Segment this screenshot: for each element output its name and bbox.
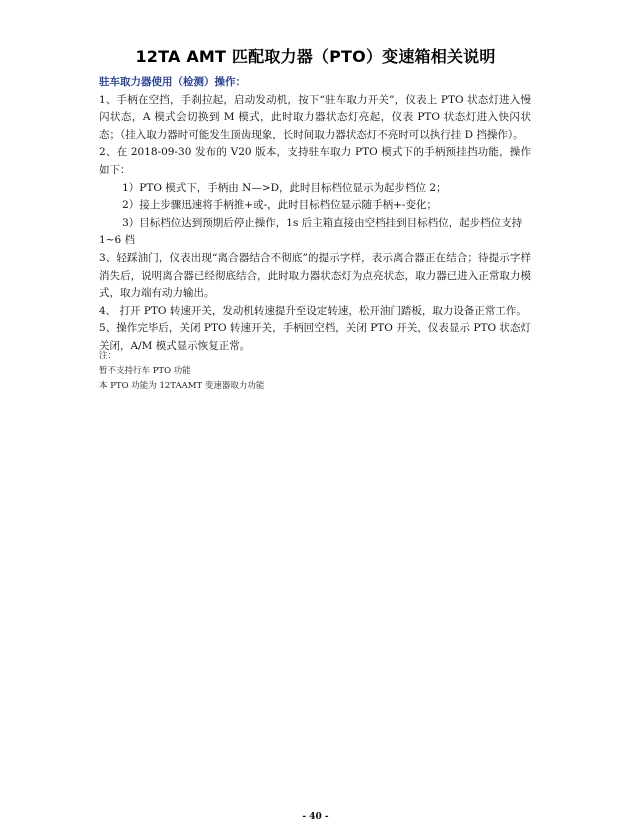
document-body xyxy=(99,74,531,356)
section-heading: 驻车取力器使用（检测）操作： xyxy=(99,76,246,88)
sub-item-2: 2）接上步骤迅速将手柄推+或-，此时目标档位显示随手柄+-变化； xyxy=(122,199,437,212)
paragraph-step-2: 2、在 2018-09-30 发布的 V20 版本，支持驻车取力 PTO 模式下的手柄预挂挡功能，操作如下： xyxy=(99,146,531,176)
sub-item-3: 3）目标档位达到预期后停止操作，1s 后主箱直接由空档挂到目标档位，起步档位支持 1~6 档 xyxy=(99,216,523,247)
paragraph-step-4: 4、 打开 PTO 转速开关，发动机转速提升至设定转速，松开油门踏板，取力设备正常工作。 xyxy=(99,304,527,317)
paragraph-step-5: 5、操作完毕后，关闭 PTO 转速开关，手柄回空档，关闭 PTO 开关，仪表显示 PTO 状态灯关闭，A/M 模式显示恢复正常。 xyxy=(99,322,531,352)
page-number: - 40 - xyxy=(302,812,329,822)
paragraph-step-3: 3、轻踩油门，仪表出现“离合器结合不彻底”的提示字样，表示离合器正在结合；待提示字样消失后，说明离合器已经彻底结合，此时取力器状态灯为点亮状态，取力器已进入正常取力模式，取力端有动力输出。 xyxy=(99,251,531,300)
note-line-1: 暂不支持行车 PTO 功能 xyxy=(99,366,191,376)
paragraph-step-1: 1、手柄在空挡，手刹拉起，启动发动机，按下“驻车取力开关”，仪表上 PTO 状态灯进入慢闪状态，A 模式会切换到 M 模式，此时取力器状态灯亮起，仪表 PTO 状态灯进入快闪状态；（挂入取力器时可能发生顶齿现象，长时间取力器状态灯不亮时可以执行挂 D 挡操作）。 xyxy=(99,93,531,141)
notes-block xyxy=(99,349,264,394)
note-line-2: 本 PTO 功能为 12TAAMT 变速器取力功能 xyxy=(99,381,265,391)
page-title: 12TA AMT 匹配取力器（PTO）变速箱相关说明 xyxy=(135,47,496,66)
note-label: 注： xyxy=(99,351,117,361)
sub-item-1: 1）PTO 模式下，手柄由 N—>D，此时目标档位显示为起步档位 2； xyxy=(122,181,447,194)
